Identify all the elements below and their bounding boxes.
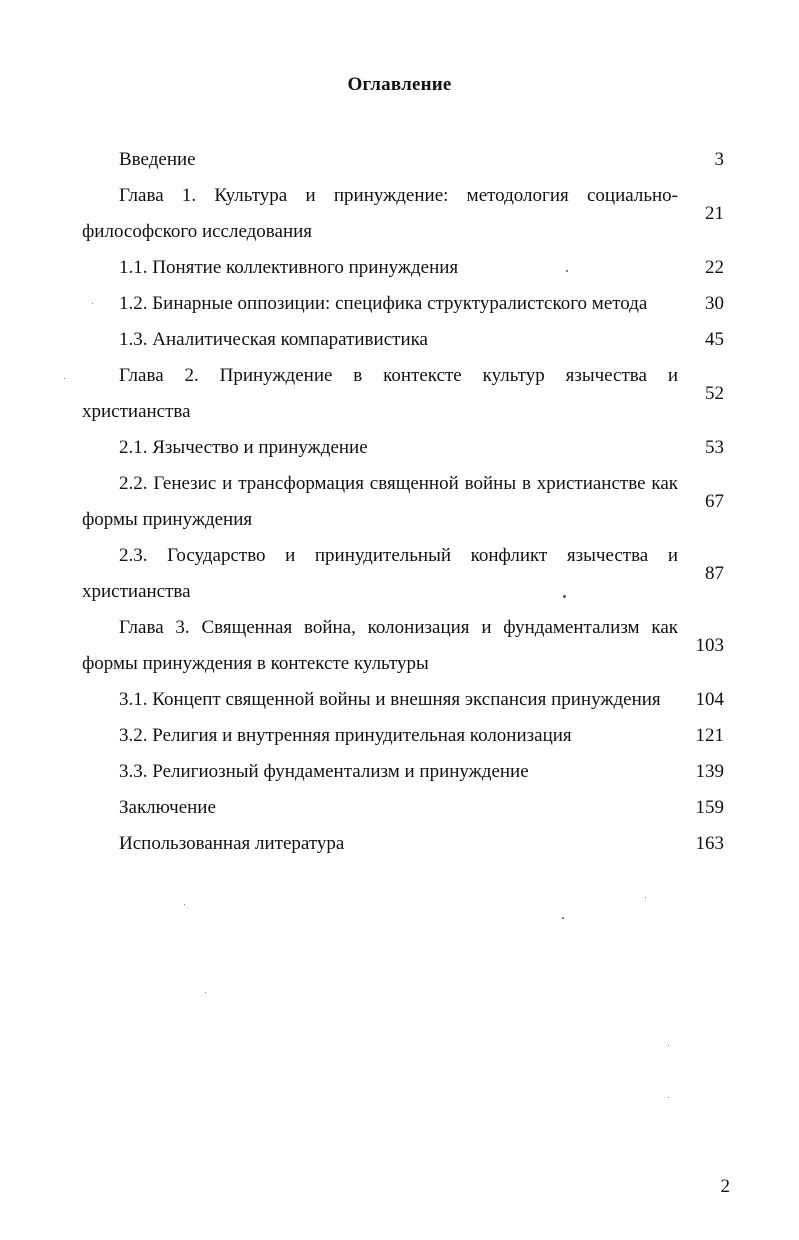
toc-entry-page: 121 — [695, 725, 724, 746]
toc-entry-page: 22 — [705, 257, 724, 278]
scan-speck — [92, 303, 93, 304]
toc-entry-page: 103 — [695, 635, 724, 656]
toc-entry-text: 2.3. Государство и принудительный конфликт язычества и христианства — [82, 545, 678, 602]
toc-entry-page: 45 — [705, 329, 724, 350]
toc-entry[interactable] — [82, 610, 732, 682]
toc-entry-page: 53 — [705, 437, 724, 458]
toc-title: Оглавление — [347, 74, 452, 95]
scan-speck — [645, 897, 646, 898]
scan-speck — [563, 595, 566, 598]
toc-entry-text: 3.3. Религиозный фундаментализм и принуждение — [119, 761, 529, 782]
toc-entry-page: 3 — [714, 149, 724, 170]
toc-entry-page: 21 — [705, 203, 724, 224]
scan-speck — [205, 992, 206, 993]
toc-entry[interactable] — [82, 286, 732, 322]
toc-entry[interactable] — [82, 718, 732, 754]
table-of-contents — [82, 142, 732, 862]
toc-entry[interactable] — [82, 466, 732, 538]
toc-entry-text: 2.1. Язычество и принуждение — [119, 437, 368, 458]
toc-entry[interactable] — [82, 142, 732, 178]
page-number: 2 — [720, 1176, 730, 1197]
scan-speck — [184, 904, 185, 905]
scan-speck — [64, 378, 65, 379]
toc-entry[interactable] — [82, 682, 732, 718]
toc-entry-text: 1.3. Аналитическая компаративистика — [119, 329, 428, 350]
toc-entry-text: Глава 1. Культура и принуждение: методология социально-философского исследования — [82, 185, 678, 242]
toc-entry-text: 3.2. Религия и внутренняя принудительная колонизация — [119, 725, 572, 746]
toc-entry-text: 1.2. Бинарные оппозиции: специфика структуралистского метода — [119, 293, 648, 314]
scan-speck — [668, 1097, 669, 1098]
toc-entry-text: 2.2. Генезис и трансформация священной войны в христианстве как формы принуждения — [82, 473, 678, 530]
toc-entry[interactable] — [82, 250, 732, 286]
toc-entry-text: Глава 2. Принуждение в контексте культур язычества и христианства — [82, 365, 678, 422]
toc-entry-text: 3.1. Концепт священной войны и внешняя экспансия принуждения — [119, 689, 661, 710]
toc-entry-text: 1.1. Понятие коллективного принуждения — [119, 257, 459, 278]
toc-entry-page: 139 — [695, 761, 724, 782]
toc-entry-page: 104 — [695, 689, 724, 710]
toc-entry[interactable] — [82, 538, 732, 610]
toc-entry-page: 30 — [705, 293, 724, 314]
toc-entry-page: 67 — [705, 491, 724, 512]
toc-entry-text: Введение — [119, 149, 196, 170]
toc-entry-text: Заключение — [119, 797, 216, 818]
toc-entry-text: Глава 3. Священная война, колонизация и фундаментализм как формы принуждения в контексте культуры — [82, 617, 678, 674]
scan-speck — [562, 917, 564, 919]
toc-entry-page: 52 — [705, 383, 724, 404]
toc-entry[interactable] — [82, 790, 732, 826]
toc-entry[interactable] — [82, 826, 732, 862]
toc-entry[interactable] — [82, 358, 732, 430]
toc-entry-page: 163 — [695, 833, 724, 854]
toc-entry[interactable] — [82, 430, 732, 466]
scan-speck — [668, 1045, 669, 1046]
toc-entry[interactable] — [82, 178, 732, 250]
scan-speck — [566, 270, 568, 272]
toc-entry[interactable] — [82, 322, 732, 358]
toc-entry-text: Использованная литература — [119, 833, 345, 854]
toc-entry[interactable] — [82, 754, 732, 790]
toc-entry-page: 159 — [695, 797, 724, 818]
toc-entry-page: 87 — [705, 563, 724, 584]
